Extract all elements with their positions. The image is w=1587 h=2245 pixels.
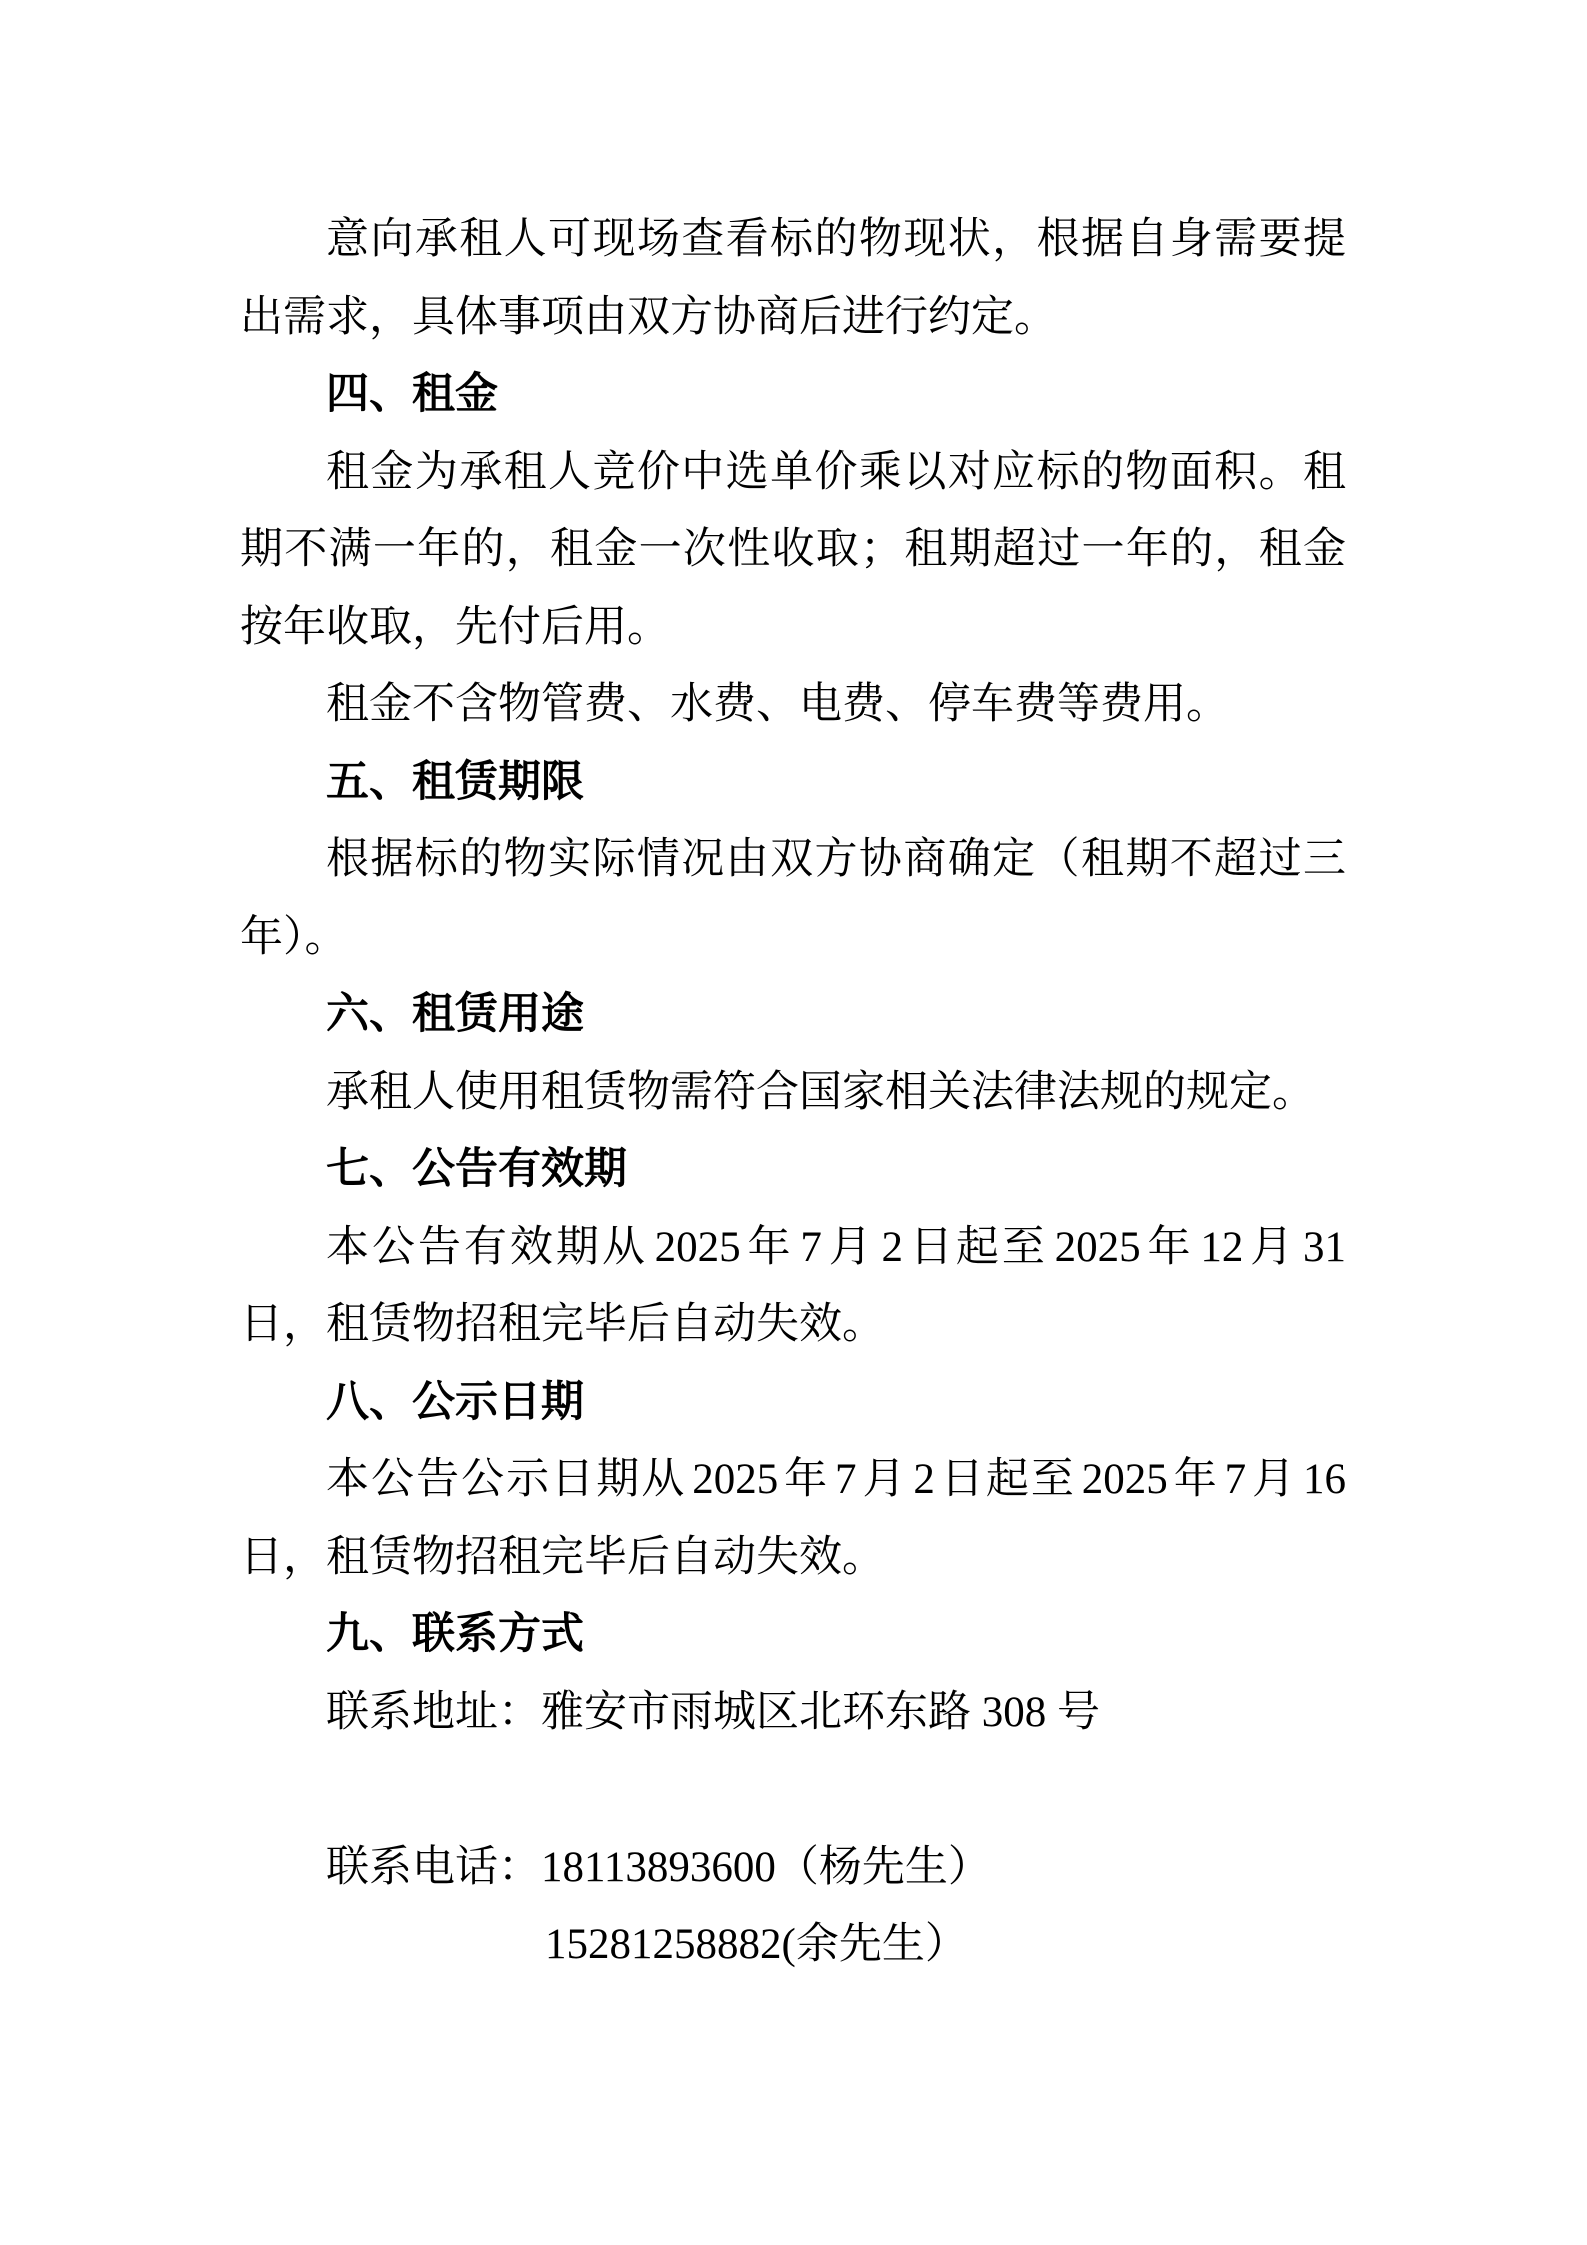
paragraph-rent-exclusions: 租金不含物管费、水费、电费、停车费等费用。 <box>326 681 1229 728</box>
paragraph-lease-term: 根据标的物实际情况由双方协商确定（租期不超过三年）。 <box>240 836 1346 961</box>
paragraph-contact-phone-2: 15281258882(余先生） <box>545 1921 968 1968</box>
paragraph-contact-phone-1: 联系电话：18113893600（杨先生） <box>326 1843 991 1891</box>
paragraph-validity-period: 本公告有效期从 2025 年 7 月 2 日起至 2025 年 12 月 31 日，租赁物招租完毕后自动失效。 <box>240 1223 1346 1348</box>
empty-line <box>240 1751 1346 1829</box>
heading-section-8-publicity: 八、公示日期 <box>326 1377 584 1426</box>
paragraph-site-visit: 意向承租人可现场查看标的物现状，根据自身需要提出需求，具体事项由双方协商后进行约定。 <box>240 216 1346 341</box>
paragraph-contact-address: 联系地址：雅安市雨城区北环东路 308 号 <box>326 1688 1100 1736</box>
heading-section-4-rent: 四、租金 <box>326 370 498 418</box>
heading-section-7-validity: 七、公告有效期 <box>326 1145 627 1193</box>
heading-section-6-lease-use: 六、租赁用途 <box>326 990 584 1038</box>
paragraph-lease-use: 承租人使用租赁物需符合国家相关法律法规的规定。 <box>326 1068 1315 1116</box>
paragraph-publicity-period: 本公告公示日期从 2025 年 7 月 2 日起至 2025 年 7 月 16 日，租赁物招租完毕后自动失效。 <box>240 1456 1346 1581</box>
heading-section-9-contact: 九、联系方式 <box>326 1610 584 1658</box>
paragraph-rent-calculation: 租金为承租人竞价中选单价乘以对应标的物面积。租期不满一年的，租金一次性收取；租期超过一年的，租金按年收取，先付后用。 <box>240 448 1346 651</box>
heading-section-5-lease-term: 五、租赁期限 <box>326 757 584 806</box>
